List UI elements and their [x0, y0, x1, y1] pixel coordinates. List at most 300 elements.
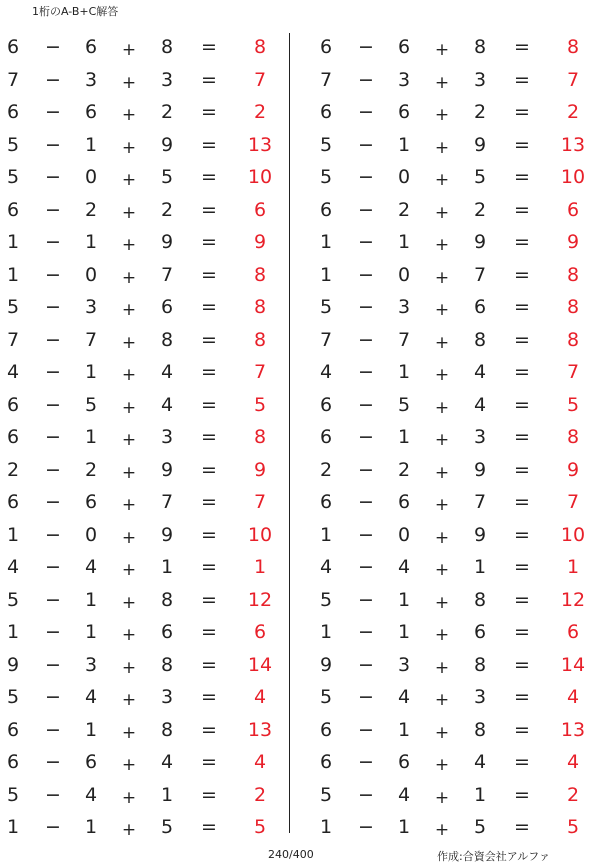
answer: 8 [253, 36, 267, 58]
problem-row [0, 161, 290, 194]
problem-row [313, 324, 600, 357]
plus-sign: + [121, 690, 137, 710]
operand-b: 1 [84, 133, 98, 156]
equals-sign: = [201, 393, 217, 416]
operand-c: 9 [473, 133, 487, 156]
plus-sign: + [434, 300, 450, 320]
operand-a: 6 [6, 393, 20, 416]
operand-a: 7 [6, 68, 20, 91]
equals-sign: = [514, 751, 530, 773]
answer: 6 [253, 198, 267, 221]
operand-a: 7 [319, 328, 333, 351]
operand-a: 5 [6, 166, 20, 188]
problem-row [313, 519, 600, 552]
answer: 9 [566, 231, 580, 253]
equals-sign: = [201, 263, 217, 286]
operand-c: 8 [160, 718, 174, 741]
operand-c: 7 [473, 491, 487, 513]
plus-sign: + [121, 560, 137, 580]
problem-row [0, 31, 290, 64]
operand-b: 5 [397, 393, 411, 416]
operand-a: 1 [319, 523, 333, 546]
page-title: 1桁のA-B+C解答 [32, 5, 119, 18]
answer: 14 [247, 653, 273, 676]
plus-sign: + [121, 202, 137, 223]
operand-a: 5 [319, 783, 333, 806]
equals-sign: = [514, 588, 530, 611]
operand-c: 6 [473, 621, 487, 643]
operand-b: 1 [84, 816, 98, 838]
operand-b: 4 [397, 783, 411, 806]
operand-a: 5 [6, 588, 20, 611]
minus-sign: − [358, 68, 374, 91]
plus-sign: + [121, 397, 137, 418]
equals-sign: = [514, 556, 530, 578]
operand-a: 5 [319, 133, 333, 156]
operand-a: 5 [319, 588, 333, 611]
operand-b: 1 [397, 816, 411, 838]
minus-sign: − [358, 361, 374, 383]
problem-row [313, 31, 600, 64]
minus-sign: − [45, 718, 61, 741]
operand-c: 5 [473, 166, 487, 188]
equals-sign: = [201, 426, 217, 448]
plus-sign: + [121, 365, 137, 385]
plus-sign: + [434, 722, 450, 743]
equals-sign: = [514, 296, 530, 318]
plus-sign: + [434, 202, 450, 223]
operand-a: 5 [6, 133, 20, 156]
operand-b: 1 [84, 361, 98, 383]
answer: 5 [253, 816, 267, 838]
equals-sign: = [201, 523, 217, 546]
problem-row [0, 714, 290, 747]
plus-sign: + [121, 592, 137, 613]
operand-b: 1 [397, 231, 411, 253]
operand-c: 8 [473, 718, 487, 741]
answer: 7 [566, 491, 580, 513]
minus-sign: − [358, 198, 374, 221]
equals-sign: = [514, 36, 530, 58]
equals-sign: = [201, 133, 217, 156]
plus-sign: + [434, 105, 450, 125]
operand-a: 6 [6, 36, 20, 58]
operand-b: 3 [84, 296, 98, 318]
minus-sign: − [45, 68, 61, 91]
operand-b: 1 [397, 426, 411, 448]
operand-a: 5 [319, 166, 333, 188]
operand-b: 4 [84, 686, 98, 708]
equals-sign: = [514, 621, 530, 643]
minus-sign: − [45, 491, 61, 513]
minus-sign: − [45, 523, 61, 546]
operand-a: 1 [6, 523, 20, 546]
problem-row [313, 226, 600, 259]
operand-a: 6 [319, 426, 333, 448]
equals-sign: = [514, 783, 530, 806]
operand-a: 9 [6, 653, 20, 676]
operand-c: 4 [160, 393, 174, 416]
answer: 2 [566, 101, 580, 123]
problem-column-right [313, 31, 600, 844]
problem-row [313, 96, 600, 129]
operand-a: 4 [6, 361, 20, 383]
operand-b: 0 [397, 523, 411, 546]
minus-sign: − [358, 393, 374, 416]
minus-sign: − [358, 588, 374, 611]
operand-b: 7 [84, 328, 98, 351]
operand-c: 7 [160, 263, 174, 286]
operand-a: 6 [6, 491, 20, 513]
answer: 13 [247, 718, 273, 741]
problem-row [0, 129, 290, 162]
minus-sign: − [358, 458, 374, 481]
operand-a: 6 [319, 491, 333, 513]
equals-sign: = [514, 523, 530, 546]
operand-b: 1 [84, 621, 98, 643]
operand-c: 5 [473, 816, 487, 838]
plus-sign: + [434, 267, 450, 288]
operand-a: 6 [319, 751, 333, 773]
equals-sign: = [514, 686, 530, 708]
operand-b: 1 [397, 588, 411, 611]
operand-c: 8 [160, 653, 174, 676]
equals-sign: = [201, 718, 217, 741]
minus-sign: − [45, 686, 61, 708]
minus-sign: − [45, 263, 61, 286]
operand-b: 4 [397, 556, 411, 578]
plus-sign: + [121, 72, 137, 93]
plus-sign: + [434, 527, 450, 548]
operand-a: 1 [319, 816, 333, 838]
operand-c: 9 [160, 231, 174, 253]
operand-a: 6 [319, 101, 333, 123]
operand-a: 7 [6, 328, 20, 351]
minus-sign: − [358, 491, 374, 513]
operand-b: 3 [397, 68, 411, 91]
operand-b: 6 [397, 751, 411, 773]
answer: 12 [560, 588, 586, 611]
operand-c: 1 [160, 783, 174, 806]
minus-sign: − [45, 328, 61, 351]
plus-sign: + [121, 462, 137, 483]
problem-row [313, 421, 600, 454]
minus-sign: − [45, 231, 61, 253]
answer: 7 [253, 491, 267, 513]
operand-c: 7 [160, 491, 174, 513]
operand-a: 1 [6, 621, 20, 643]
operand-b: 0 [397, 263, 411, 286]
answer: 10 [247, 523, 273, 546]
operand-c: 9 [160, 458, 174, 481]
operand-c: 6 [160, 296, 174, 318]
equals-sign: = [201, 783, 217, 806]
problem-row [313, 356, 600, 389]
minus-sign: − [45, 426, 61, 448]
answer: 5 [566, 816, 580, 838]
equals-sign: = [201, 296, 217, 318]
operand-c: 2 [160, 198, 174, 221]
minus-sign: − [358, 686, 374, 708]
problem-row [0, 811, 290, 844]
operand-b: 4 [397, 686, 411, 708]
problem-row [313, 259, 600, 292]
operand-a: 2 [319, 458, 333, 481]
operand-c: 8 [160, 588, 174, 611]
minus-sign: − [358, 783, 374, 806]
problem-row [0, 421, 290, 454]
operand-b: 2 [397, 198, 411, 221]
operand-a: 5 [6, 686, 20, 708]
operand-b: 6 [84, 751, 98, 773]
answer: 7 [566, 361, 580, 383]
operand-c: 8 [160, 36, 174, 58]
plus-sign: + [121, 105, 137, 125]
answer: 8 [566, 296, 580, 318]
minus-sign: − [358, 816, 374, 838]
operand-b: 1 [84, 426, 98, 448]
answer: 13 [247, 133, 273, 156]
equals-sign: = [514, 491, 530, 513]
plus-sign: + [434, 40, 450, 60]
operand-a: 1 [319, 231, 333, 253]
operand-a: 4 [319, 361, 333, 383]
equals-sign: = [514, 166, 530, 188]
problem-row [0, 649, 290, 682]
minus-sign: − [45, 133, 61, 156]
operand-b: 1 [84, 718, 98, 741]
problem-row [313, 649, 600, 682]
operand-a: 5 [319, 686, 333, 708]
problem-row [313, 551, 600, 584]
operand-a: 6 [6, 751, 20, 773]
minus-sign: − [45, 458, 61, 481]
problem-row [0, 551, 290, 584]
answer: 6 [566, 198, 580, 221]
answer: 5 [253, 393, 267, 416]
minus-sign: − [45, 816, 61, 838]
answer: 8 [566, 263, 580, 286]
operand-b: 7 [397, 328, 411, 351]
equals-sign: = [201, 458, 217, 481]
operand-c: 1 [160, 556, 174, 578]
plus-sign: + [121, 332, 137, 353]
operand-c: 5 [160, 166, 174, 188]
plus-sign: + [434, 560, 450, 580]
operand-b: 3 [84, 653, 98, 676]
equals-sign: = [201, 198, 217, 221]
operand-c: 2 [473, 101, 487, 123]
problem-row [313, 194, 600, 227]
operand-b: 0 [84, 523, 98, 546]
plus-sign: + [434, 137, 450, 158]
plus-sign: + [434, 820, 450, 840]
plus-sign: + [121, 170, 137, 190]
equals-sign: = [201, 588, 217, 611]
equals-sign: = [514, 231, 530, 253]
operand-a: 7 [319, 68, 333, 91]
operand-a: 6 [6, 198, 20, 221]
plus-sign: + [434, 365, 450, 385]
equals-sign: = [201, 36, 217, 58]
operand-a: 1 [6, 263, 20, 286]
minus-sign: − [358, 231, 374, 253]
operand-b: 4 [84, 556, 98, 578]
minus-sign: − [358, 101, 374, 123]
plus-sign: + [434, 495, 450, 515]
operand-a: 6 [319, 198, 333, 221]
operand-c: 9 [473, 523, 487, 546]
answer: 8 [253, 328, 267, 351]
problem-row [313, 291, 600, 324]
equals-sign: = [514, 653, 530, 676]
answer: 8 [253, 296, 267, 318]
problem-row [313, 811, 600, 844]
plus-sign: + [434, 235, 450, 255]
answer: 1 [566, 556, 580, 578]
operand-c: 6 [473, 296, 487, 318]
problem-row [0, 291, 290, 324]
problem-row [0, 226, 290, 259]
operand-b: 0 [84, 263, 98, 286]
problem-row [313, 584, 600, 617]
operand-b: 6 [397, 101, 411, 123]
answer: 9 [566, 458, 580, 481]
operand-b: 6 [397, 36, 411, 58]
answer: 14 [560, 653, 586, 676]
operand-a: 4 [319, 556, 333, 578]
operand-b: 6 [397, 491, 411, 513]
minus-sign: − [45, 588, 61, 611]
operand-b: 3 [84, 68, 98, 91]
plus-sign: + [121, 267, 137, 288]
minus-sign: − [358, 328, 374, 351]
minus-sign: − [358, 621, 374, 643]
answer: 13 [560, 718, 586, 741]
answer: 12 [247, 588, 273, 611]
answer: 9 [253, 231, 267, 253]
equals-sign: = [201, 166, 217, 188]
operand-b: 1 [397, 361, 411, 383]
problem-row [313, 161, 600, 194]
problem-row [0, 454, 290, 487]
equals-sign: = [201, 816, 217, 838]
equals-sign: = [514, 393, 530, 416]
problem-row [0, 584, 290, 617]
problem-row [313, 64, 600, 97]
problem-row [0, 259, 290, 292]
problem-row [0, 519, 290, 552]
plus-sign: + [434, 657, 450, 678]
operand-b: 2 [397, 458, 411, 481]
equals-sign: = [514, 263, 530, 286]
answer: 13 [560, 133, 586, 156]
operand-b: 1 [84, 588, 98, 611]
problem-row [313, 454, 600, 487]
plus-sign: + [434, 625, 450, 645]
minus-sign: − [45, 166, 61, 188]
problem-row [313, 681, 600, 714]
equals-sign: = [514, 328, 530, 351]
problem-row [313, 389, 600, 422]
operand-b: 0 [397, 166, 411, 188]
operand-b: 1 [397, 133, 411, 156]
problem-row [313, 129, 600, 162]
plus-sign: + [434, 690, 450, 710]
minus-sign: − [45, 653, 61, 676]
equals-sign: = [514, 718, 530, 741]
operand-b: 5 [84, 393, 98, 416]
answer: 8 [566, 328, 580, 351]
operand-a: 1 [319, 263, 333, 286]
operand-c: 4 [473, 393, 487, 416]
operand-a: 1 [6, 816, 20, 838]
plus-sign: + [434, 332, 450, 353]
plus-sign: + [434, 170, 450, 190]
plus-sign: + [434, 462, 450, 483]
problem-row [0, 616, 290, 649]
equals-sign: = [514, 68, 530, 91]
credit-text: 作成:合資会社アルファ [437, 850, 551, 863]
answer: 2 [253, 783, 267, 806]
operand-c: 4 [160, 751, 174, 773]
operand-b: 2 [84, 198, 98, 221]
answer: 8 [566, 36, 580, 58]
equals-sign: = [201, 491, 217, 513]
operand-c: 5 [160, 816, 174, 838]
operand-c: 2 [473, 198, 487, 221]
problem-row [0, 389, 290, 422]
operand-c: 8 [473, 653, 487, 676]
operand-c: 3 [160, 426, 174, 448]
answer: 10 [560, 166, 586, 188]
plus-sign: + [121, 430, 137, 450]
column-divider [289, 33, 290, 833]
operand-c: 1 [473, 556, 487, 578]
operand-b: 3 [397, 296, 411, 318]
problem-row [313, 779, 600, 812]
operand-c: 3 [473, 426, 487, 448]
plus-sign: + [121, 755, 137, 775]
operand-c: 9 [473, 458, 487, 481]
problem-row [0, 681, 290, 714]
minus-sign: − [358, 263, 374, 286]
minus-sign: − [45, 621, 61, 643]
operand-c: 4 [473, 361, 487, 383]
minus-sign: − [358, 523, 374, 546]
plus-sign: + [434, 592, 450, 613]
answer: 8 [253, 426, 267, 448]
answer: 8 [253, 263, 267, 286]
equals-sign: = [514, 198, 530, 221]
plus-sign: + [121, 137, 137, 158]
equals-sign: = [201, 328, 217, 351]
minus-sign: − [45, 296, 61, 318]
minus-sign: − [45, 198, 61, 221]
equals-sign: = [514, 361, 530, 383]
operand-b: 6 [84, 101, 98, 123]
operand-a: 6 [6, 718, 20, 741]
answer: 2 [566, 783, 580, 806]
plus-sign: + [434, 397, 450, 418]
operand-b: 2 [84, 458, 98, 481]
problem-row [313, 616, 600, 649]
plus-sign: + [434, 430, 450, 450]
operand-c: 3 [473, 686, 487, 708]
equals-sign: = [201, 361, 217, 383]
answer: 6 [566, 621, 580, 643]
minus-sign: − [358, 166, 374, 188]
